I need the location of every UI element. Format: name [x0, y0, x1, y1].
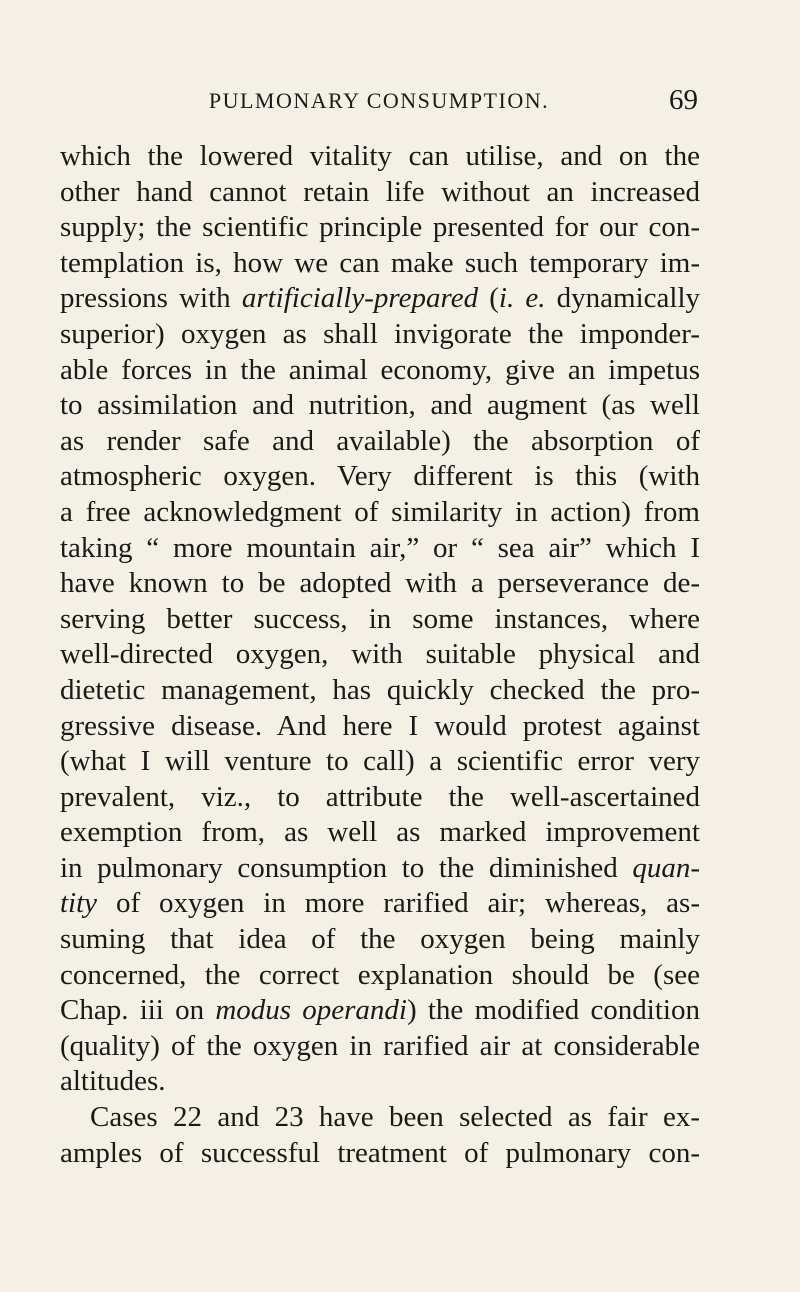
text-span: have known to be adopted with a perseverance de- [60, 567, 700, 600]
text-span: (quality) of the oxygen in rarified air at considerable [60, 1029, 700, 1062]
text-span: as render safe and available) the absorption of [60, 424, 700, 457]
text-span: ) the modified condition [406, 994, 700, 1027]
text-line [60, 281, 700, 317]
text-line [60, 993, 700, 1029]
italic-text: quan- [632, 851, 700, 884]
text-line [60, 246, 700, 282]
running-head [60, 84, 698, 118]
text-line [60, 388, 700, 424]
text-span: in pulmonary consumption to the diminished [60, 851, 633, 884]
text-line [60, 673, 700, 709]
text-line [60, 602, 700, 638]
text-span: Chap. iii on [60, 994, 216, 1027]
text-span: prevalent, viz., to attribute the well-ascertained [60, 780, 700, 813]
text-span: which the lowered vitality can utilise, and on the [60, 140, 700, 172]
text-span: serving better success, in some instances, where [60, 602, 700, 635]
text-line [60, 424, 700, 460]
text-span: Cases 22 and 23 have been selected as fair ex- [90, 1101, 700, 1134]
text-line [60, 1064, 700, 1100]
text-line [60, 139, 700, 175]
text-line [60, 495, 700, 531]
text-span: (what I will venture to call) a scientific error very [60, 745, 700, 778]
text-line [60, 637, 700, 673]
text-span: well-directed oxygen, with suitable physical and [60, 638, 700, 671]
text-span: other hand cannot retain life without an increased [60, 175, 700, 208]
text-line [60, 353, 700, 389]
text-span: to assimilation and nutrition, and augment (as well [60, 389, 700, 422]
text-line [60, 780, 700, 816]
page-number: 69 [669, 84, 698, 116]
text-span: taking “ more mountain air,” or “ sea air” which I [60, 531, 700, 564]
text-line [60, 317, 700, 353]
italic-text: tity [60, 887, 98, 920]
text-span: pressions with [60, 282, 242, 315]
text-span: able forces in the animal economy, give an impetus [60, 353, 700, 386]
text-span: gressive disease. And here I would protest against [60, 709, 700, 742]
italic-text: i. e. [498, 282, 546, 315]
running-title: PULMONARY CONSUMPTION. [208, 88, 550, 113]
text-span: superior) oxygen as shall invigorate the imponder- [60, 317, 700, 350]
text-line [60, 1029, 700, 1065]
text-span: a free acknowledgment of similarity in action) from [60, 495, 700, 528]
text-span: templation is, how we can make such temporary im- [60, 246, 700, 279]
text-line [60, 175, 700, 211]
text-line [60, 815, 700, 851]
text-line [60, 566, 700, 602]
text-span: suming that idea of the oxygen being mainly [60, 923, 700, 956]
text-line [60, 459, 700, 495]
text-span: atmospheric oxygen. Very different is this (with [60, 460, 700, 493]
text-span: altitudes. [60, 1065, 166, 1098]
text-line [60, 958, 700, 994]
text-line [60, 210, 700, 246]
text-line [60, 1100, 700, 1136]
text-span: dietetic management, has quickly checked the pro- [60, 673, 700, 706]
text-line [60, 922, 700, 958]
text-span: concerned, the correct explanation should be (see [60, 958, 700, 991]
text-span: of oxygen in more rarified air; whereas, as- [97, 887, 700, 920]
text-span: amples of successful treatment of pulmonary con- [60, 1136, 700, 1169]
text-line [60, 709, 700, 745]
body-text [60, 139, 700, 1171]
text-line [60, 886, 700, 922]
text-line [60, 1136, 700, 1172]
text-span: supply; the scientific principle presented for our con- [60, 211, 700, 244]
italic-text: modus operandi [215, 994, 407, 1027]
text-span: ( [478, 282, 499, 315]
text-span: exemption from, as well as marked improvement [60, 816, 700, 849]
text-line [60, 851, 700, 887]
italic-text: artificially-prepared [241, 282, 479, 315]
text-line [60, 744, 700, 780]
text-span: dynamically [545, 282, 700, 315]
text-line [60, 531, 700, 567]
